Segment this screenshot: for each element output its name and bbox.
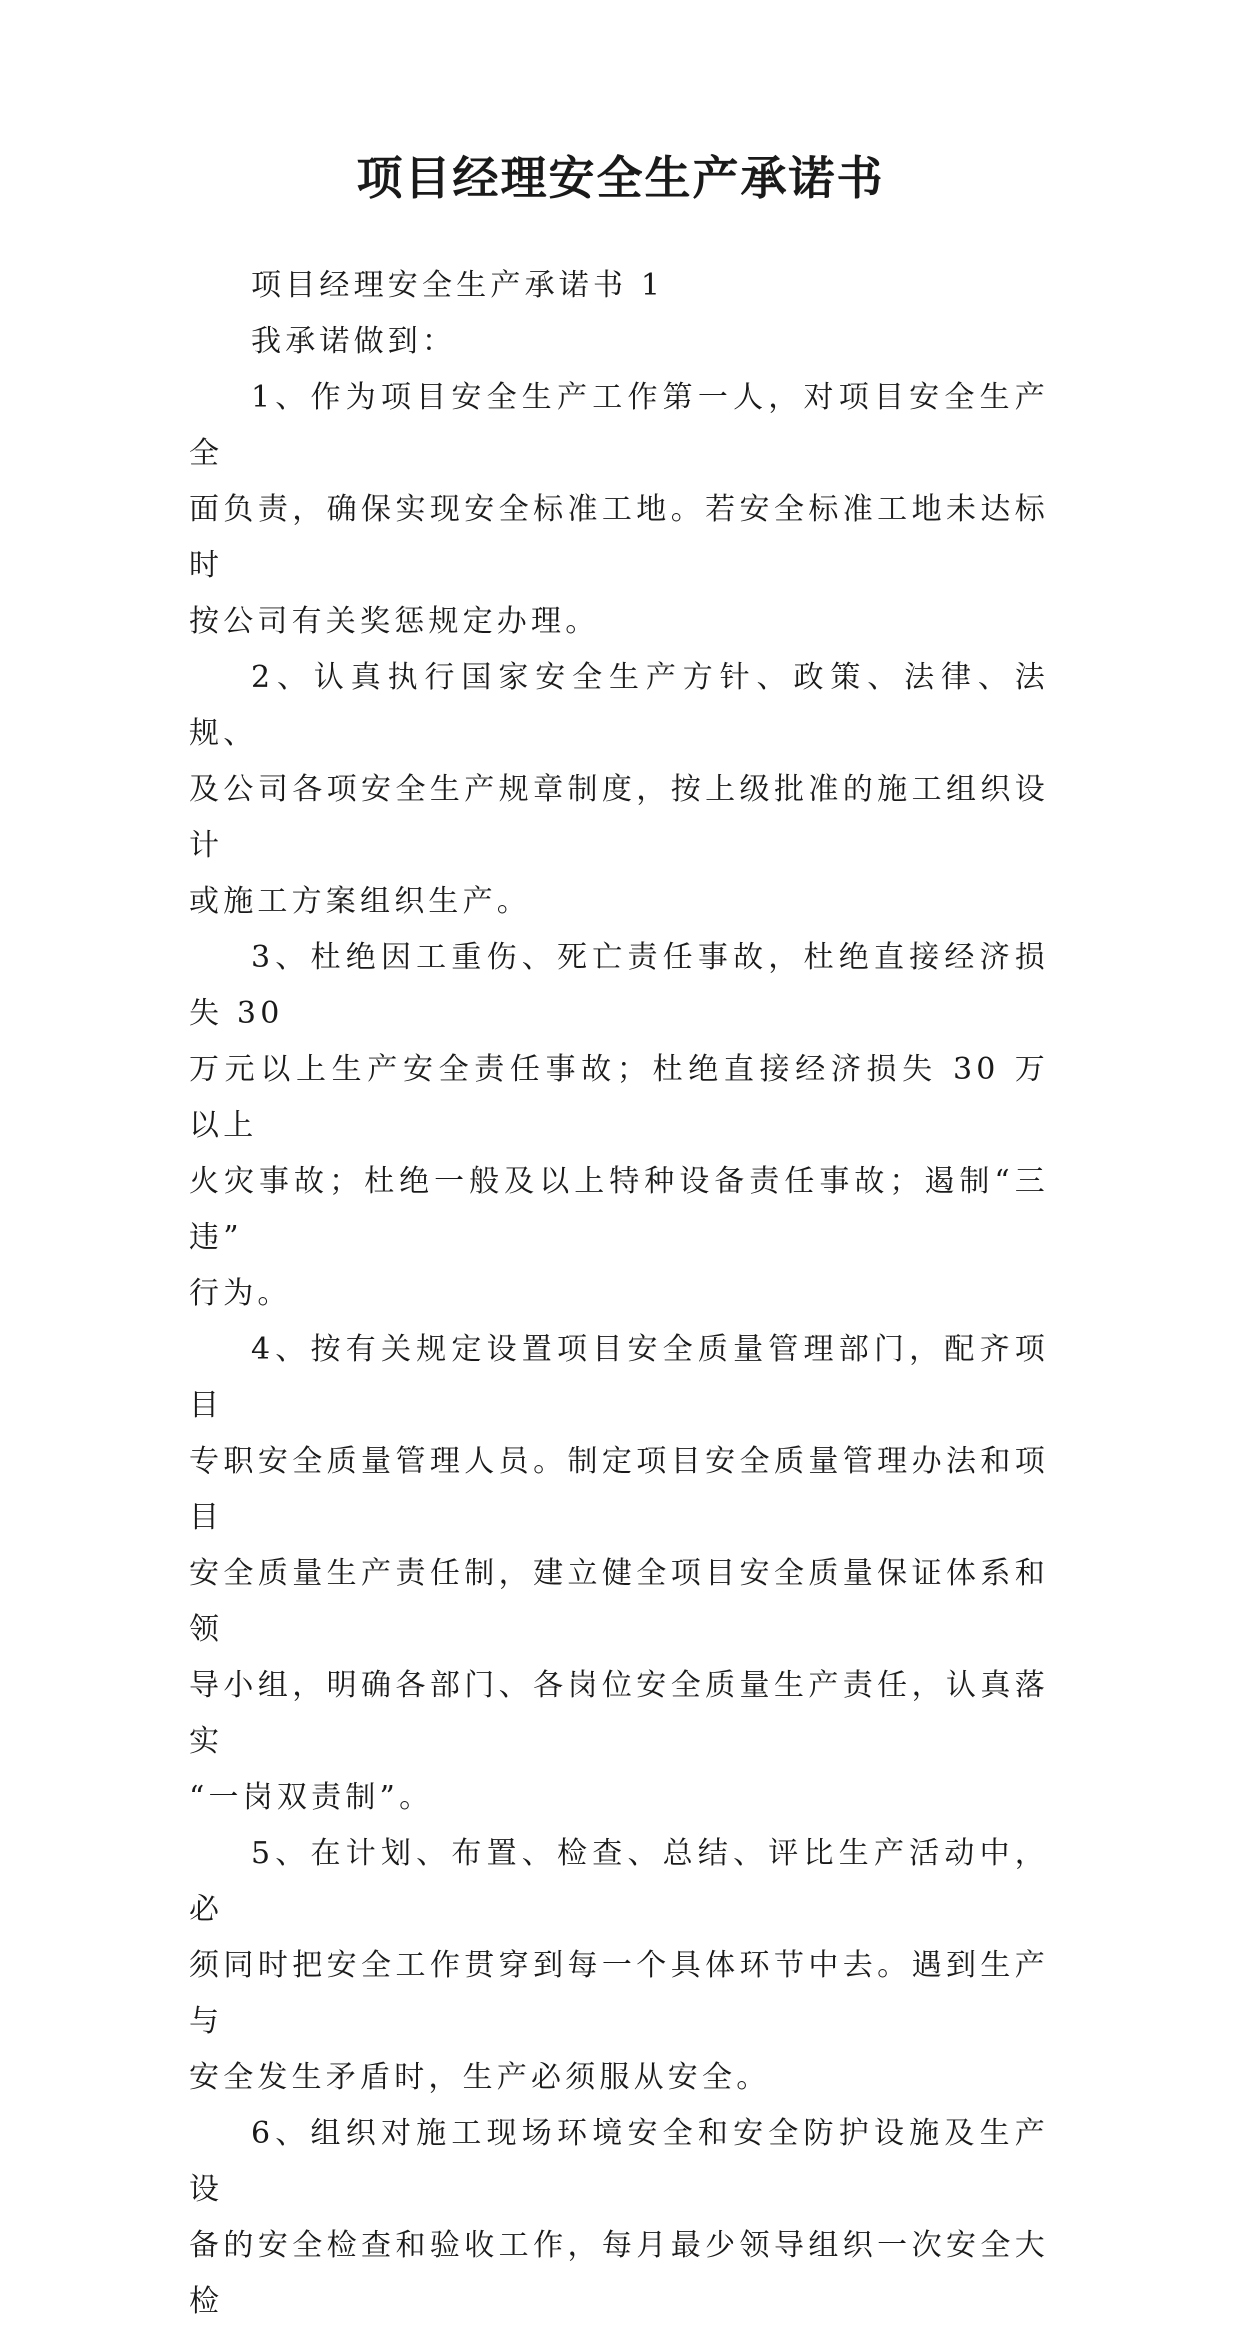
document-title: 项目经理安全生产承诺书 xyxy=(356,151,885,205)
paragraph-line: 安全发生矛盾时，生产必须服从安全。 xyxy=(189,2060,771,2095)
paragraph-line: 安全质量生产责任制，建立健全项目安全质量保证体系和领 xyxy=(189,1556,1049,1647)
paragraph-line: “一岗双责制”。 xyxy=(189,1780,434,1815)
paragraph-item-4 xyxy=(189,1322,1049,1826)
paragraph-line: 行为。 xyxy=(189,1276,292,1311)
document-body xyxy=(189,258,1049,2330)
paragraph-line: 导小组，明确各部门、各岗位安全质量生产责任，认真落实 xyxy=(189,1668,1049,1759)
paragraph-line: 万元以上生产安全责任事故；杜绝直接经济损失 30 万以上 xyxy=(189,1052,1049,1143)
paragraph-line: 备的安全检查和验收工作，每月最少领导组织一次安全大检 xyxy=(189,2228,1049,2319)
paragraph-item-3 xyxy=(189,930,1049,1322)
paragraph-line: 面负责，确保实现安全标准工地。若安全标准工地未达标时 xyxy=(189,492,1049,583)
paragraph-line: 项目经理安全生产承诺书 1 xyxy=(251,268,665,303)
paragraph-line: 6、组织对施工现场环境安全和安全防护设施及生产设 xyxy=(189,2116,1049,2207)
paragraph-line: 2、认真执行国家安全生产方针、政策、法律、法规、 xyxy=(189,660,1049,751)
paragraph-line: 4、按有关规定设置项目安全质量管理部门，配齐项目 xyxy=(189,1332,1049,1423)
paragraph-line: 3、杜绝因工重伤、死亡责任事故，杜绝直接经济损失 30 xyxy=(189,940,1049,1031)
paragraph-line: 须同时把安全工作贯穿到每一个具体环节中去。遇到生产与 xyxy=(189,1948,1049,2039)
paragraph-line: 火灾事故；杜绝一般及以上特种设备责任事故；遏制“三违” xyxy=(189,1164,1049,1255)
paragraph-line: 按公司有关奖惩规定办理。 xyxy=(189,604,600,639)
paragraph-line: 专职安全质量管理人员。制定项目安全质量管理办法和项目 xyxy=(189,1444,1049,1535)
paragraph-line: 1、作为项目安全生产工作第一人，对项目安全生产全 xyxy=(189,380,1049,471)
paragraph-line: 我承诺做到： xyxy=(251,324,457,359)
paragraph-item-2 xyxy=(189,650,1049,930)
paragraph-item-6 xyxy=(189,2106,1049,2330)
paragraph-line: 5、在计划、布置、检查、总结、评比生产活动中，必 xyxy=(189,1836,1049,1927)
paragraph-line: 或施工方案组织生产。 xyxy=(189,884,531,919)
paragraph-intro xyxy=(189,314,1049,370)
paragraph-line: 及公司各项安全生产规章制度，按上级批准的施工组织设计 xyxy=(189,772,1049,863)
paragraph-subtitle xyxy=(189,258,1049,314)
paragraph-item-5 xyxy=(189,1826,1049,2106)
paragraph-item-1 xyxy=(189,370,1049,650)
